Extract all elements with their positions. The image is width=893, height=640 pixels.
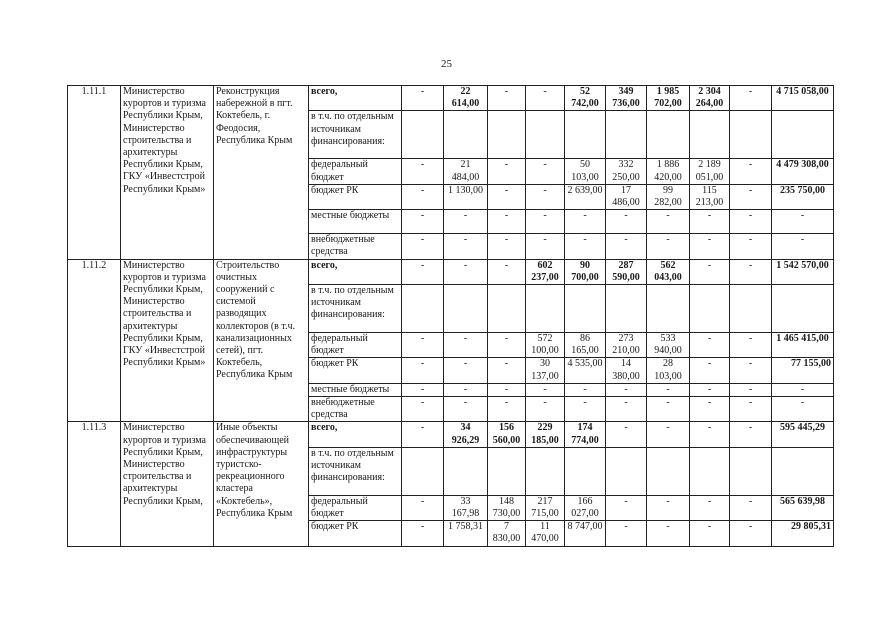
value-cell: - <box>488 184 526 209</box>
value-cell: 332 250,00 <box>606 159 647 184</box>
value-cell: 99 282,00 <box>647 184 690 209</box>
value-cell <box>772 111 834 159</box>
table-row <box>68 422 834 447</box>
value-cell <box>402 111 444 159</box>
value-cell: - <box>565 383 606 396</box>
value-cell <box>402 285 444 333</box>
value-cell: 86 165,00 <box>565 333 606 358</box>
value-cell: - <box>444 234 488 259</box>
value-cell <box>730 111 772 159</box>
value-cell <box>444 285 488 333</box>
value-cell: - <box>402 184 444 209</box>
value-cell <box>526 447 565 495</box>
section-code: 1.11.3 <box>68 422 121 546</box>
funding-source: всего, <box>309 259 402 284</box>
value-cell: - <box>606 210 647 234</box>
value-cell: 562 043,00 <box>647 259 690 284</box>
value-cell: 235 750,00 <box>772 184 834 209</box>
value-cell: - <box>526 234 565 259</box>
value-cell <box>444 111 488 159</box>
value-cell: - <box>647 397 690 422</box>
value-cell: - <box>772 210 834 234</box>
section-executor: Министерство курортов и туризма Республики Крым, Министерство строительства и архитектуры Республики Крым, ГКУ «Инвестстрой Республики Крым» <box>121 259 214 422</box>
value-cell <box>772 447 834 495</box>
value-cell: - <box>526 159 565 184</box>
value-cell: 1 886 420,00 <box>647 159 690 184</box>
value-cell <box>690 285 730 333</box>
value-cell: - <box>402 259 444 284</box>
value-cell: - <box>647 495 690 520</box>
value-cell: - <box>606 234 647 259</box>
value-cell: 533 940,00 <box>647 333 690 358</box>
value-cell: - <box>444 383 488 396</box>
value-cell <box>730 285 772 333</box>
funding-source: в т.ч. по отдельным источникам финансирования: <box>309 111 402 159</box>
value-cell: 287 590,00 <box>606 259 647 284</box>
value-cell: 273 210,00 <box>606 333 647 358</box>
value-cell <box>647 285 690 333</box>
value-cell <box>647 447 690 495</box>
value-cell: - <box>730 358 772 383</box>
value-cell: - <box>730 210 772 234</box>
value-cell: 77 155,00 <box>772 358 834 383</box>
value-cell: 7 830,00 <box>488 521 526 546</box>
value-cell: - <box>730 86 772 111</box>
value-cell <box>647 111 690 159</box>
value-cell <box>526 285 565 333</box>
value-cell <box>606 111 647 159</box>
funding-source: всего, <box>309 422 402 447</box>
value-cell: - <box>647 422 690 447</box>
value-cell: - <box>488 159 526 184</box>
value-cell: 1 758,31 <box>444 521 488 546</box>
value-cell: 2 639,00 <box>565 184 606 209</box>
value-cell: - <box>402 397 444 422</box>
value-cell: 166 027,00 <box>565 495 606 520</box>
value-cell: - <box>488 397 526 422</box>
section-executor: Министерство курортов и туризма Республики Крым, Министерство строительства и архитектуры Республики Крым, <box>121 422 214 546</box>
value-cell: - <box>402 358 444 383</box>
funding-source: внебюджетные средства <box>309 397 402 422</box>
value-cell: - <box>772 234 834 259</box>
value-cell: 33 167,98 <box>444 495 488 520</box>
table-row <box>68 259 834 284</box>
value-cell: - <box>444 259 488 284</box>
value-cell <box>772 285 834 333</box>
funding-source: местные бюджеты <box>309 210 402 234</box>
value-cell: - <box>690 383 730 396</box>
value-cell: - <box>565 234 606 259</box>
value-cell: 174 774,00 <box>565 422 606 447</box>
funding-source: в т.ч. по отдельным источникам финансирования: <box>309 447 402 495</box>
value-cell: 156 560,00 <box>488 422 526 447</box>
value-cell: 115 213,00 <box>690 184 730 209</box>
value-cell: 148 730,00 <box>488 495 526 520</box>
value-cell: - <box>730 422 772 447</box>
value-cell: - <box>730 184 772 209</box>
value-cell: - <box>690 234 730 259</box>
value-cell: - <box>402 333 444 358</box>
value-cell: 17 486,00 <box>606 184 647 209</box>
value-cell <box>730 447 772 495</box>
funding-source: бюджет РК <box>309 358 402 383</box>
value-cell: 1 985 702,00 <box>647 86 690 111</box>
value-cell: - <box>402 234 444 259</box>
value-cell: - <box>690 333 730 358</box>
value-cell <box>488 111 526 159</box>
value-cell: - <box>526 210 565 234</box>
value-cell: 1 130,00 <box>444 184 488 209</box>
value-cell <box>606 447 647 495</box>
value-cell: - <box>690 422 730 447</box>
value-cell: - <box>647 521 690 546</box>
value-cell: 1 465 415,00 <box>772 333 834 358</box>
value-cell: - <box>606 521 647 546</box>
value-cell: 229 185,00 <box>526 422 565 447</box>
value-cell: - <box>488 86 526 111</box>
value-cell: - <box>606 397 647 422</box>
value-cell: - <box>690 521 730 546</box>
value-cell: - <box>690 210 730 234</box>
value-cell: - <box>402 383 444 396</box>
value-cell: - <box>444 333 488 358</box>
table-row <box>68 86 834 111</box>
value-cell: - <box>444 210 488 234</box>
value-cell: 34 926,29 <box>444 422 488 447</box>
value-cell: 217 715,00 <box>526 495 565 520</box>
page-number: 25 <box>441 58 452 70</box>
value-cell: - <box>565 397 606 422</box>
value-cell: - <box>730 234 772 259</box>
value-cell: 602 237,00 <box>526 259 565 284</box>
value-cell: - <box>565 210 606 234</box>
value-cell: - <box>647 234 690 259</box>
value-cell: 8 747,00 <box>565 521 606 546</box>
value-cell: - <box>526 397 565 422</box>
value-cell <box>488 285 526 333</box>
value-cell: - <box>772 397 834 422</box>
value-cell: - <box>488 333 526 358</box>
value-cell: - <box>730 521 772 546</box>
value-cell: 2 189 051,00 <box>690 159 730 184</box>
value-cell: - <box>690 397 730 422</box>
section-code: 1.11.1 <box>68 86 121 260</box>
table-body <box>68 86 834 547</box>
value-cell <box>690 447 730 495</box>
value-cell <box>690 111 730 159</box>
value-cell: - <box>488 358 526 383</box>
value-cell: - <box>606 383 647 396</box>
value-cell: - <box>690 259 730 284</box>
value-cell: 28 103,00 <box>647 358 690 383</box>
value-cell: 11 470,00 <box>526 521 565 546</box>
value-cell: 4 479 308,00 <box>772 159 834 184</box>
value-cell: - <box>402 86 444 111</box>
value-cell: - <box>488 210 526 234</box>
value-cell: - <box>730 259 772 284</box>
value-cell: 349 736,00 <box>606 86 647 111</box>
value-cell: - <box>730 333 772 358</box>
value-cell: 572 100,00 <box>526 333 565 358</box>
funding-source: федеральный бюджет <box>309 159 402 184</box>
value-cell: 1 542 570,00 <box>772 259 834 284</box>
value-cell <box>565 285 606 333</box>
value-cell <box>526 111 565 159</box>
section-code: 1.11.2 <box>68 259 121 422</box>
value-cell: - <box>444 397 488 422</box>
value-cell: - <box>402 521 444 546</box>
value-cell: - <box>402 422 444 447</box>
budget-table <box>67 85 834 547</box>
value-cell: - <box>526 184 565 209</box>
value-cell: 90 700,00 <box>565 259 606 284</box>
value-cell: 565 639,98 <box>772 495 834 520</box>
value-cell: - <box>772 383 834 396</box>
value-cell: - <box>690 495 730 520</box>
value-cell: 14 380,00 <box>606 358 647 383</box>
section-description: Иные объекты обеспечивающей инфраструктуры туристско-рекреационного кластера «Коктебель», Республика Крым <box>214 422 309 546</box>
funding-source: в т.ч. по отдельным источникам финансирования: <box>309 285 402 333</box>
value-cell: - <box>730 495 772 520</box>
value-cell: 30 137,00 <box>526 358 565 383</box>
value-cell: 4 715 058,00 <box>772 86 834 111</box>
funding-source: всего, <box>309 86 402 111</box>
value-cell <box>488 447 526 495</box>
value-cell: - <box>730 383 772 396</box>
value-cell: - <box>690 358 730 383</box>
value-cell: 29 805,31 <box>772 521 834 546</box>
value-cell: - <box>526 383 565 396</box>
funding-source: федеральный бюджет <box>309 495 402 520</box>
value-cell: - <box>402 495 444 520</box>
value-cell: 4 535,00 <box>565 358 606 383</box>
value-cell: - <box>730 159 772 184</box>
funding-source: внебюджетные средства <box>309 234 402 259</box>
value-cell: - <box>526 86 565 111</box>
value-cell: - <box>730 397 772 422</box>
value-cell: 52 742,00 <box>565 86 606 111</box>
value-cell: - <box>647 210 690 234</box>
value-cell <box>565 111 606 159</box>
value-cell: - <box>402 159 444 184</box>
value-cell: - <box>606 495 647 520</box>
value-cell: - <box>444 358 488 383</box>
value-cell: 2 304 264,00 <box>690 86 730 111</box>
value-cell: - <box>647 383 690 396</box>
value-cell <box>565 447 606 495</box>
funding-source: бюджет РК <box>309 521 402 546</box>
value-cell: 21 484,00 <box>444 159 488 184</box>
funding-source: федеральный бюджет <box>309 333 402 358</box>
value-cell: - <box>402 210 444 234</box>
value-cell: - <box>606 422 647 447</box>
funding-source: бюджет РК <box>309 184 402 209</box>
value-cell: 50 103,00 <box>565 159 606 184</box>
value-cell: 595 445,29 <box>772 422 834 447</box>
value-cell: 22 614,00 <box>444 86 488 111</box>
section-executor: Министерство курортов и туризма Республики Крым, Министерство строительства и архитектуры Республики Крым, ГКУ «Инвестстрой Республики Крым» <box>121 86 214 260</box>
value-cell: - <box>488 383 526 396</box>
value-cell: - <box>488 259 526 284</box>
value-cell: - <box>488 234 526 259</box>
section-description: Реконструкция набережной в пгт. Коктебель, г. Феодосия, Республика Крым <box>214 86 309 260</box>
funding-source: местные бюджеты <box>309 383 402 396</box>
section-description: Строительство очистных сооружений с системой разводящих коллекторов (в т.ч. канализационных сетей), пгт. Коктебель, Республика Крым <box>214 259 309 422</box>
value-cell <box>444 447 488 495</box>
value-cell <box>402 447 444 495</box>
value-cell <box>606 285 647 333</box>
